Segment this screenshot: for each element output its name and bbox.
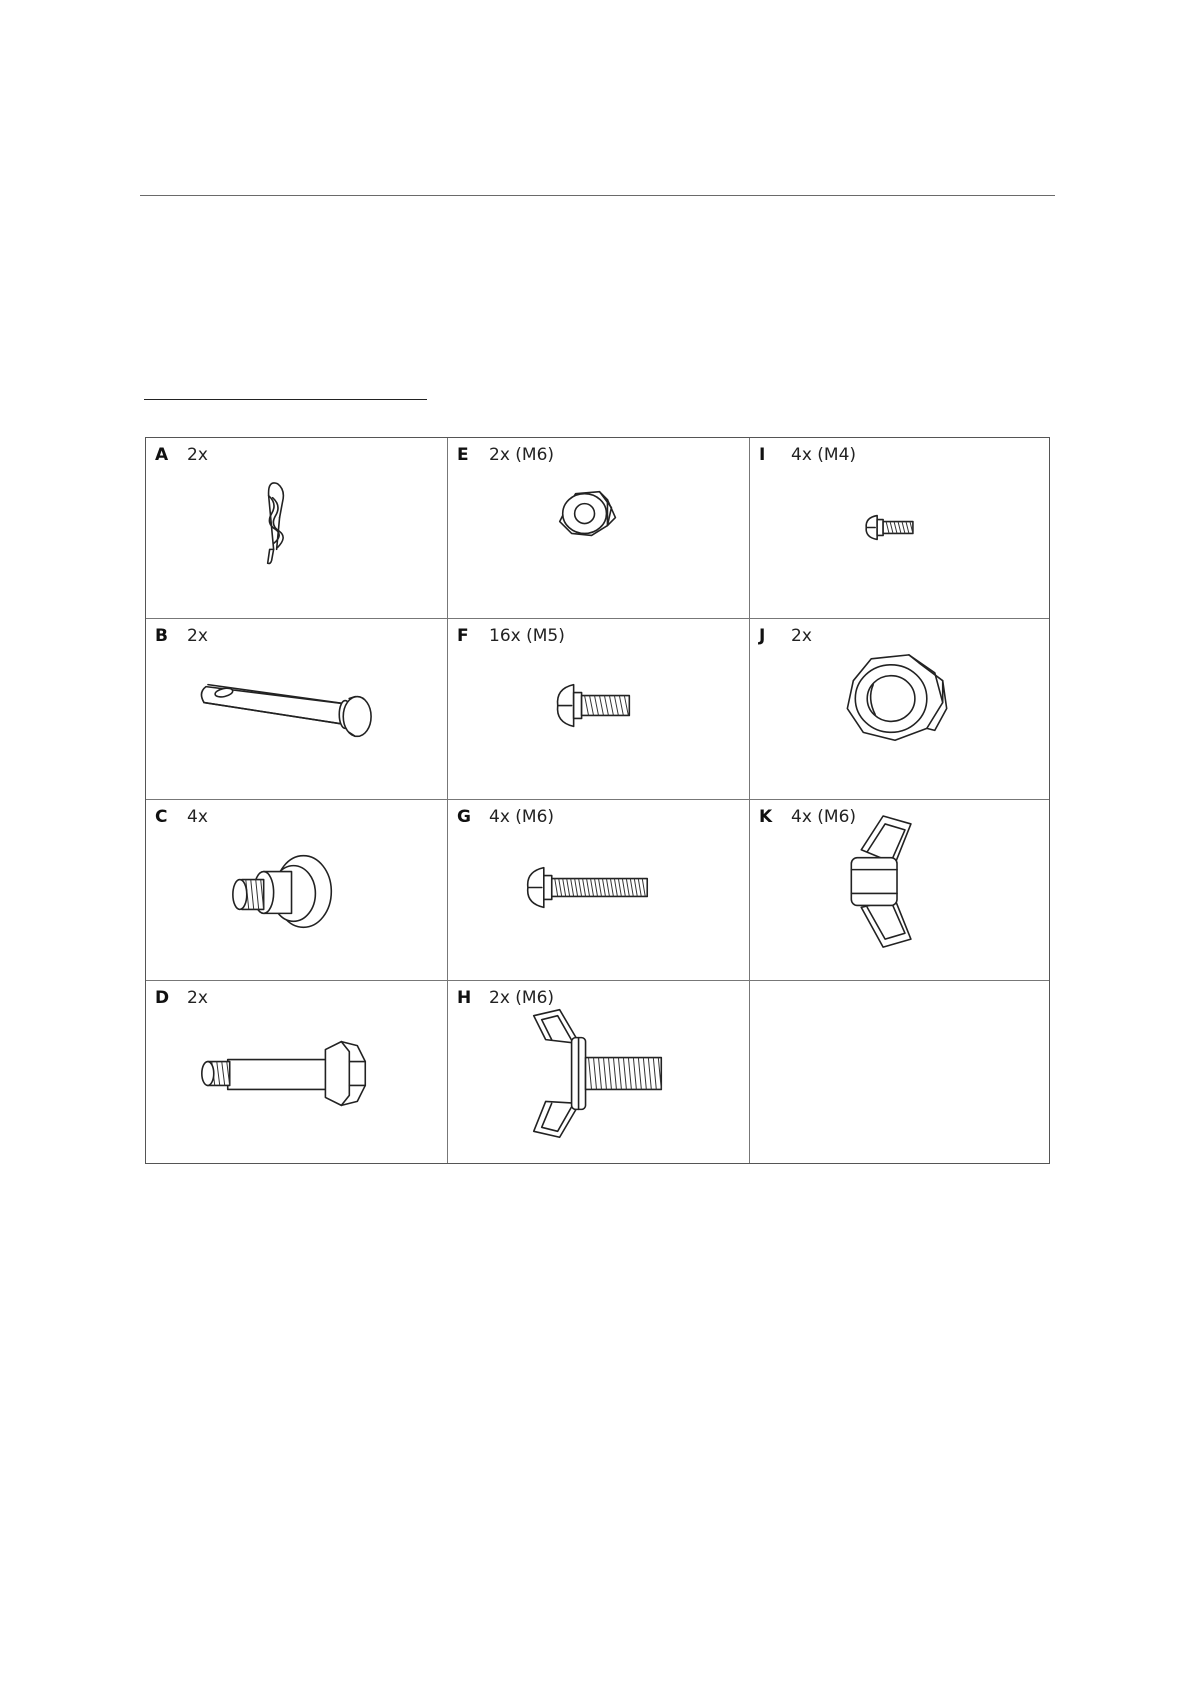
part-cell-a — [146, 438, 448, 619]
part-letter: A — [155, 445, 169, 465]
part-quantity: 2x — [187, 445, 208, 465]
part-quantity: 2x (M6) — [489, 445, 555, 465]
part-quantity: 2x — [187, 988, 208, 1008]
part-letter: G — [457, 807, 471, 827]
part-letter: K — [759, 807, 773, 827]
part-letter: F — [457, 626, 469, 646]
part-cell-k — [750, 800, 1049, 981]
top-divider — [140, 195, 1055, 196]
part-quantity: 2x — [187, 626, 208, 646]
wing-bolt-icon — [448, 981, 749, 1163]
part-letter: E — [457, 445, 469, 465]
part-quantity: 2x (M6) — [489, 988, 555, 1008]
large-nut-icon — [750, 619, 1049, 799]
axle-bolt-icon — [146, 981, 447, 1163]
part-cell-h — [448, 981, 750, 1163]
small-screw-icon — [750, 438, 1049, 618]
part-quantity: 4x (M6) — [489, 807, 555, 827]
wing-nut-icon — [750, 800, 1049, 980]
empty-cell — [750, 981, 1049, 1163]
section-heading-underline — [144, 399, 427, 400]
part-cell-b — [146, 619, 448, 800]
part-letter: C — [155, 807, 168, 827]
part-quantity: 4x (M4) — [791, 445, 857, 465]
long-screw-icon — [448, 800, 749, 980]
part-letter: I — [759, 445, 766, 465]
part-quantity: 4x — [187, 807, 208, 827]
part-cell-e — [448, 438, 750, 619]
part-letter: J — [759, 626, 766, 646]
r-clip-pin-icon — [146, 438, 447, 618]
hex-nut-icon — [448, 438, 749, 618]
part-cell-i — [750, 438, 1049, 619]
part-quantity: 2x — [791, 626, 812, 646]
clevis-pin-icon — [146, 619, 447, 799]
part-cell-d — [146, 981, 448, 1163]
hardware-parts-table — [145, 437, 1050, 1164]
part-letter: B — [155, 626, 168, 646]
part-cell-f — [448, 619, 750, 800]
part-cell-g — [448, 800, 750, 981]
button-head-screw-icon — [448, 619, 749, 799]
part-cell-j — [750, 619, 1049, 800]
part-quantity: 4x (M6) — [791, 807, 857, 827]
part-letter: D — [155, 988, 170, 1008]
page-footer-mark — [2, 1678, 62, 1685]
part-quantity: 16x (M5) — [489, 626, 565, 646]
shoulder-bolt-icon — [146, 800, 447, 980]
part-letter: H — [457, 988, 472, 1008]
part-cell-c — [146, 800, 448, 981]
